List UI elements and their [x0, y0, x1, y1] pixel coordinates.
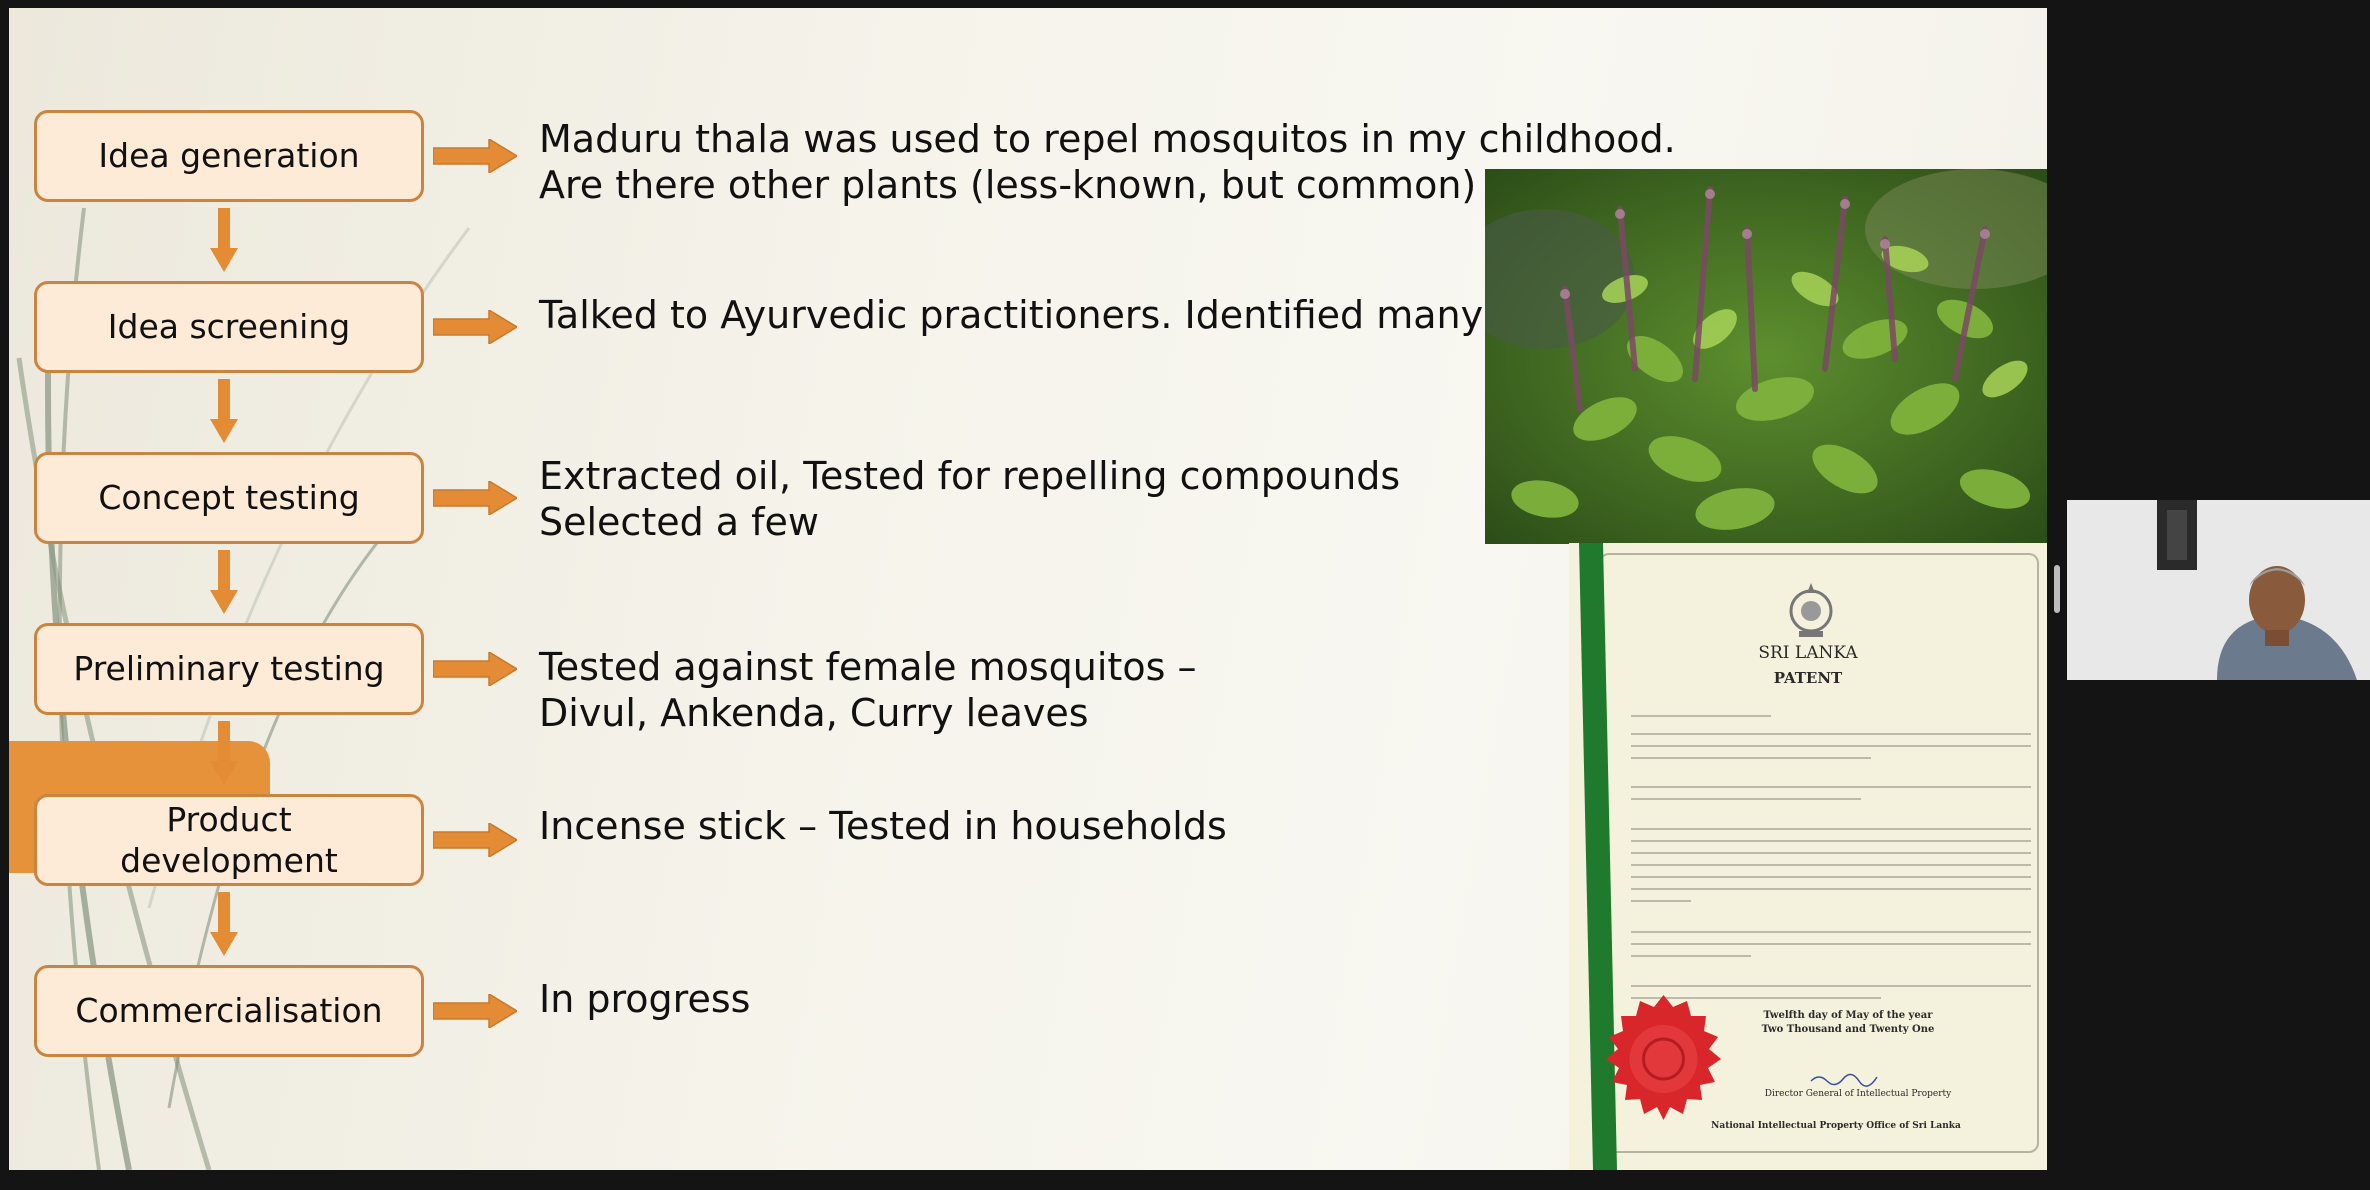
signature	[1809, 1071, 1879, 1087]
patent-country: SRI LANKA	[1758, 643, 1858, 663]
patent-office: National Intellectual Property Office of Sri Lanka	[1711, 1121, 1961, 1131]
right-arrow-icon	[433, 481, 517, 515]
down-arrow-icon	[210, 550, 238, 614]
patent-title: PATENT	[1773, 669, 1843, 687]
description-line: Maduru thala was used to repel mosquitos in my childhood.	[539, 117, 1676, 161]
wax-seal-icon	[1591, 993, 1736, 1138]
right-arrow-icon	[433, 652, 517, 686]
description-line: Extracted oil, Tested for repelling compounds	[539, 454, 1401, 498]
patent-certificate	[1569, 543, 2047, 1170]
panel-resize-handle[interactable]	[2054, 565, 2060, 613]
description-concept-testing	[539, 453, 1400, 545]
description-line: Tested against female mosquitos –	[539, 645, 1197, 689]
description-line: Incense stick – Tested in households	[539, 804, 1227, 848]
step-idea-screening	[34, 281, 424, 373]
description-product-development	[539, 803, 1227, 849]
right-arrow-icon	[433, 823, 517, 857]
down-arrow-icon	[210, 721, 238, 785]
step-preliminary-testing	[34, 623, 424, 715]
right-arrow-icon	[433, 994, 517, 1028]
step-commercialisation	[34, 965, 424, 1057]
sri-lanka-emblem-icon	[1787, 581, 1835, 641]
down-arrow-icon	[210, 379, 238, 443]
description-commercialisation	[539, 976, 750, 1022]
right-arrow-icon	[433, 139, 517, 173]
patent-date-line-1: Twelfth day of May of the year	[1763, 1010, 1933, 1021]
description-line: Talked to Ayurvedic practitioners. Identified many	[539, 293, 1484, 337]
description-line: In progress	[539, 977, 751, 1021]
step-label: Concept testing	[98, 478, 360, 518]
patent-date-line-2: Two Thousand and Twenty One	[1761, 1024, 1935, 1035]
presenter-video	[2067, 500, 2370, 680]
webcam-video-tile[interactable]	[2067, 500, 2370, 680]
down-arrow-icon	[210, 892, 238, 956]
down-arrow-icon	[210, 208, 238, 272]
description-preliminary-testing	[539, 644, 1196, 736]
step-concept-testing	[34, 452, 424, 544]
description-idea-screening	[539, 292, 1483, 338]
patent-signatory: Director General of Intellectual Property	[1764, 1089, 1952, 1099]
plant-photo	[1485, 169, 2047, 544]
presentation-slide	[9, 8, 2047, 1170]
right-arrow-icon	[433, 310, 517, 344]
description-line: Divul, Ankenda, Curry leaves	[539, 691, 1089, 735]
description-line: Selected a few	[539, 500, 820, 544]
step-label: Preliminary testing	[73, 649, 385, 689]
step-idea-generation	[34, 110, 424, 202]
step-label: Idea generation	[98, 136, 360, 176]
step-product-development	[34, 794, 424, 886]
step-label: Commercialisation	[75, 991, 383, 1031]
description-line: Are there other plants (less-known, but common)	[539, 163, 1477, 207]
step-label: Product development	[120, 799, 338, 880]
step-label: Idea screening	[107, 307, 351, 347]
